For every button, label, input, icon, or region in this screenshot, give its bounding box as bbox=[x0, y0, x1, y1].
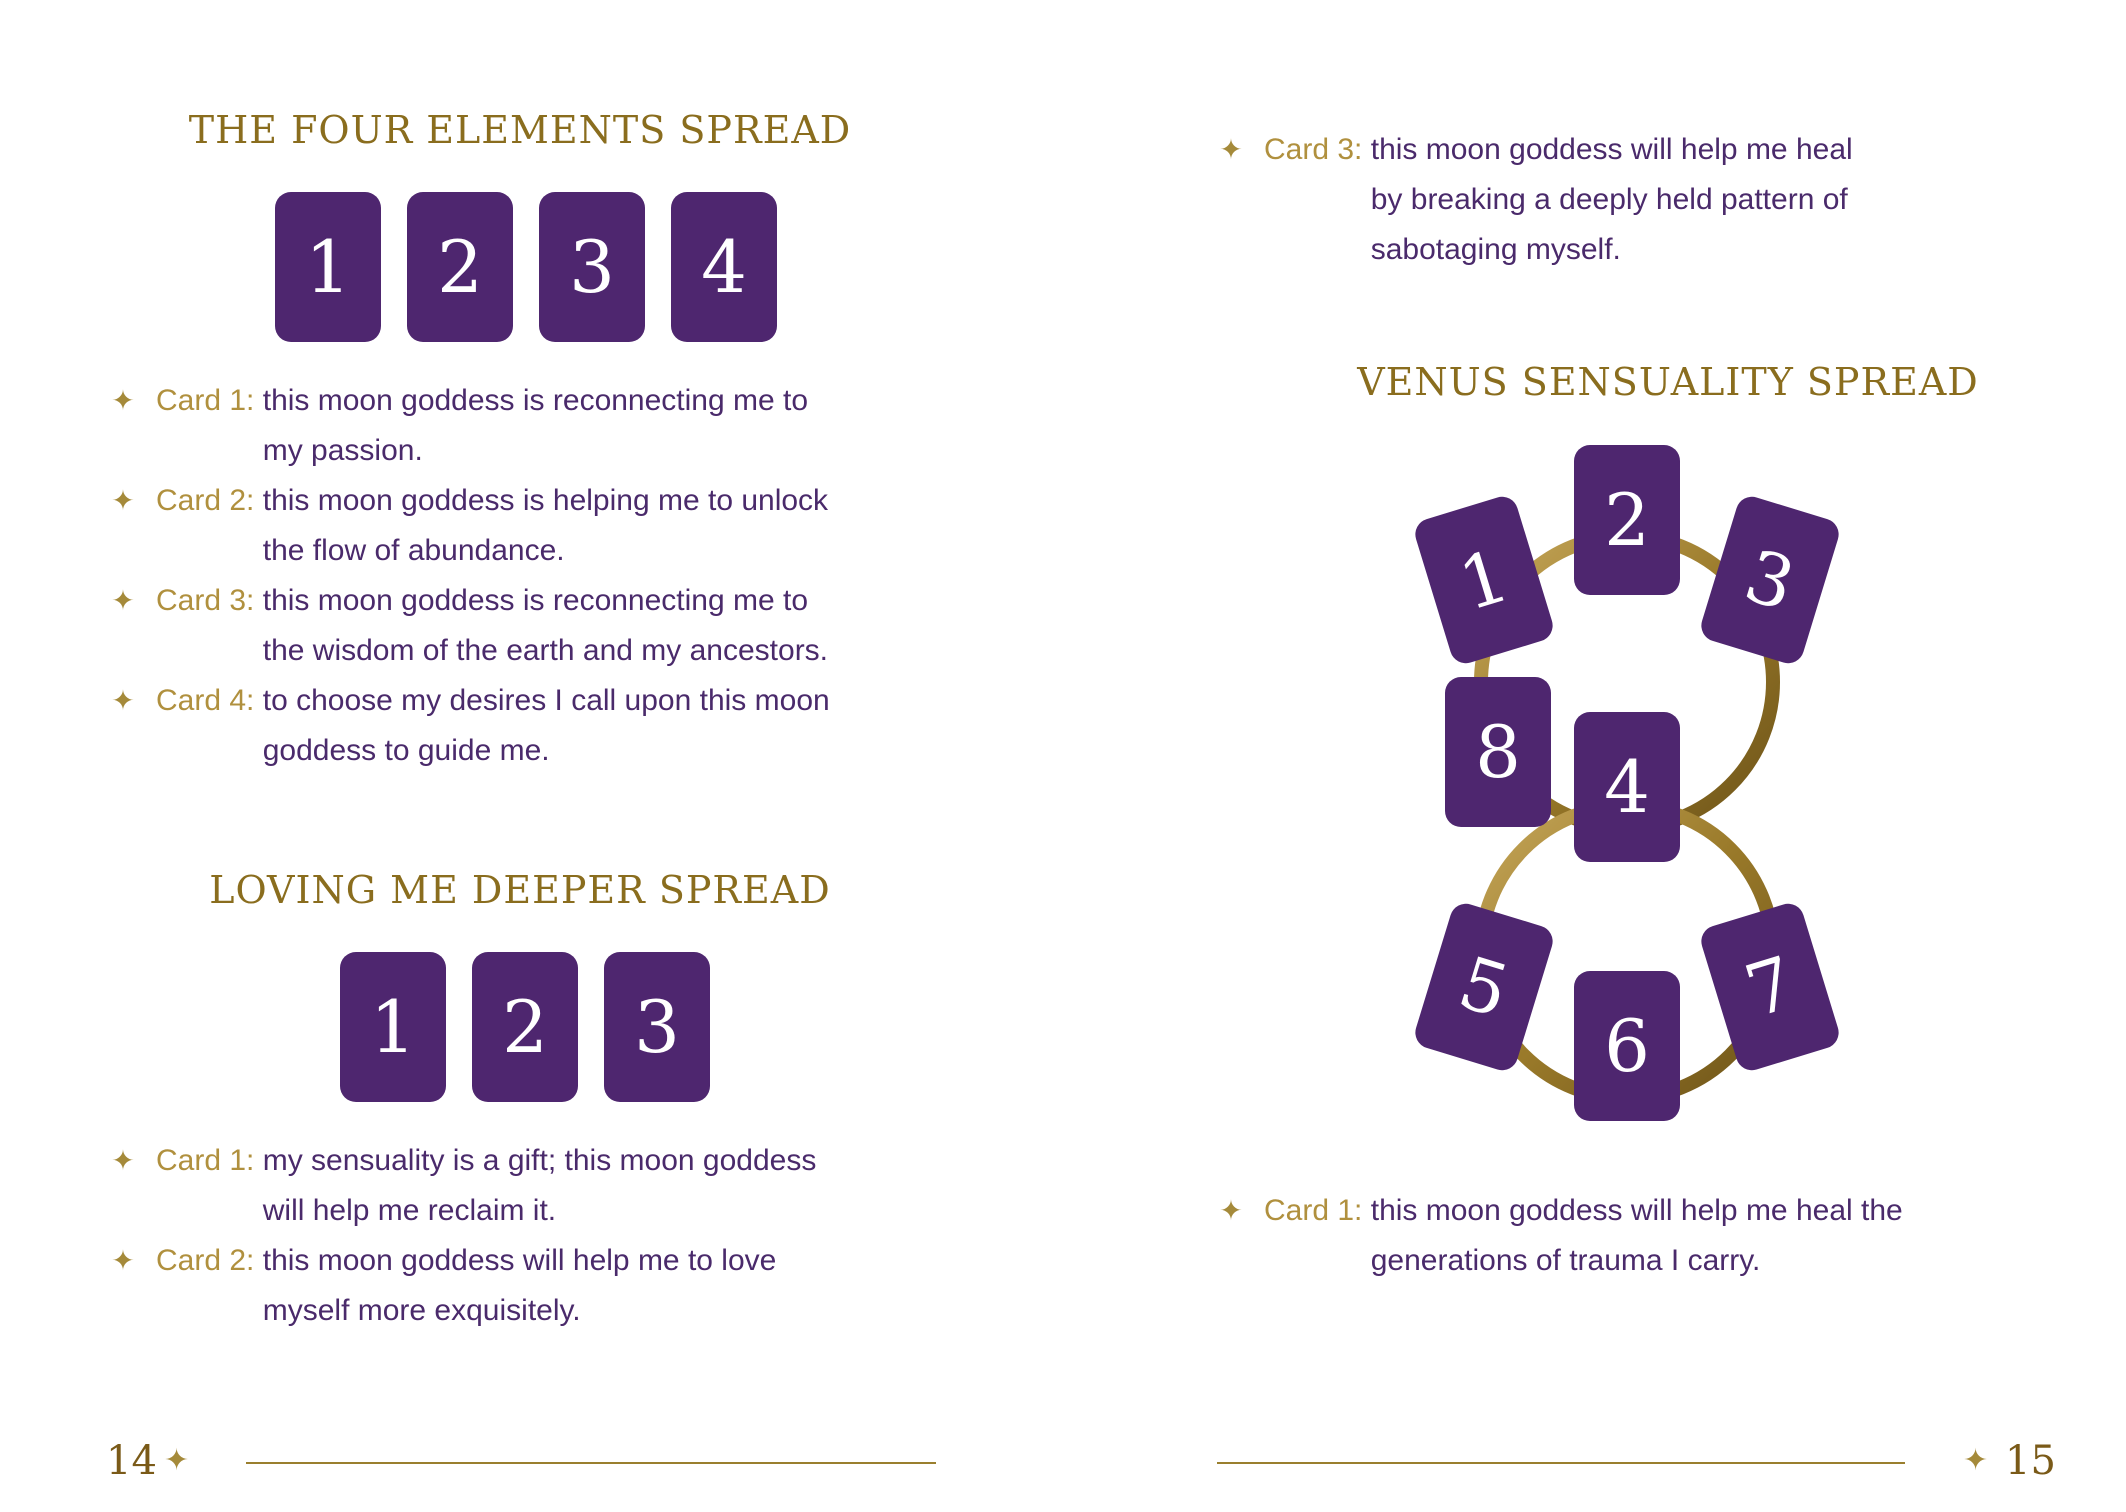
line: my passion. bbox=[262, 434, 423, 467]
footer-star-icon: ✦ bbox=[1963, 1444, 1989, 1477]
list-item bbox=[108, 1236, 968, 1336]
card-label: Card 4: bbox=[156, 684, 255, 717]
line: by breaking a deeply held pattern of bbox=[1370, 183, 1848, 216]
page-number: 14 bbox=[106, 1438, 157, 1484]
line: this moon goddess will help me to love bbox=[262, 1244, 777, 1277]
line: this moon goddess is reconnecting me to bbox=[262, 384, 809, 417]
venus-card-8-number: 8 bbox=[1475, 710, 1521, 794]
card-label: Card 3: bbox=[156, 584, 255, 617]
card-label: Card 1: bbox=[156, 1144, 255, 1177]
venus-card-1-number: 1 bbox=[1449, 533, 1519, 627]
venus-card-7 bbox=[1697, 900, 1842, 1074]
list-item bbox=[108, 476, 968, 576]
card-description bbox=[263, 676, 830, 776]
list-item bbox=[108, 576, 968, 676]
four-elements-title: THE FOUR ELEMENTS SPREAD bbox=[188, 108, 852, 152]
continued-list bbox=[1216, 125, 2076, 275]
venus-card-2-number: 2 bbox=[1604, 478, 1650, 562]
venus-card-6 bbox=[1574, 971, 1680, 1121]
card-label: Card 2: bbox=[156, 1244, 255, 1277]
line: sabotaging myself. bbox=[1370, 233, 1621, 266]
line: the flow of abundance. bbox=[262, 534, 565, 567]
list-item bbox=[108, 376, 968, 476]
four-elements-card-4: 4 bbox=[671, 192, 777, 342]
four-elements-card-1: 1 bbox=[275, 192, 381, 342]
line: this moon goddess is helping me to unlock bbox=[262, 484, 829, 517]
star-bullet-icon: ✦ bbox=[111, 485, 135, 516]
card-description bbox=[263, 1136, 817, 1236]
venus-card-7-number: 7 bbox=[1735, 940, 1805, 1034]
venus-card-2 bbox=[1574, 445, 1680, 595]
card-description bbox=[1371, 125, 1853, 275]
venus-spread-diagram bbox=[1406, 430, 1866, 1130]
line: will help me reclaim it. bbox=[262, 1194, 557, 1227]
venus-card-3-number: 3 bbox=[1735, 533, 1805, 627]
line: goddess to guide me. bbox=[262, 734, 550, 767]
venus-card-3 bbox=[1697, 493, 1842, 667]
card-description bbox=[263, 476, 828, 576]
star-bullet-icon: ✦ bbox=[111, 1245, 135, 1276]
four-elements-card-2: 2 bbox=[407, 192, 513, 342]
card-description bbox=[1371, 1186, 1903, 1286]
venus-card-4 bbox=[1574, 712, 1680, 862]
card-description bbox=[263, 1236, 777, 1336]
footer-divider bbox=[1217, 1462, 1905, 1464]
venus-card-4-number: 4 bbox=[1604, 745, 1650, 829]
loving-card-1: 1 bbox=[340, 952, 446, 1102]
footer-star-icon: ✦ bbox=[164, 1444, 190, 1477]
footer-divider bbox=[246, 1462, 936, 1464]
star-bullet-icon: ✦ bbox=[111, 385, 135, 416]
venus-list bbox=[1216, 1186, 2076, 1286]
list-item bbox=[1216, 125, 2076, 275]
four-elements-cards bbox=[275, 192, 777, 342]
venus-title: VENUS SENSUALITY SPREAD bbox=[1357, 360, 1979, 404]
venus-card-5 bbox=[1411, 900, 1556, 1074]
right-page bbox=[1063, 0, 2126, 1512]
card-label: Card 3: bbox=[1264, 133, 1363, 166]
star-bullet-icon: ✦ bbox=[1219, 1195, 1243, 1226]
loving-card-3: 3 bbox=[604, 952, 710, 1102]
star-bullet-icon: ✦ bbox=[111, 585, 135, 616]
list-item bbox=[1216, 1186, 2076, 1286]
line: this moon goddess will help me heal bbox=[1370, 133, 1853, 166]
star-bullet-icon: ✦ bbox=[111, 685, 135, 716]
line: this moon goddess will help me heal the bbox=[1370, 1194, 1903, 1227]
loving-card-2: 2 bbox=[472, 952, 578, 1102]
line: my sensuality is a gift; this moon goddess bbox=[262, 1144, 817, 1177]
line: generations of trauma I carry. bbox=[1370, 1244, 1761, 1277]
venus-card-1 bbox=[1411, 493, 1556, 667]
venus-card-5-number: 5 bbox=[1449, 940, 1519, 1034]
four-elements-card-3: 3 bbox=[539, 192, 645, 342]
loving-me-deeper-title: LOVING ME DEEPER SPREAD bbox=[209, 868, 831, 912]
star-bullet-icon: ✦ bbox=[111, 1145, 135, 1176]
four-elements-list bbox=[108, 376, 968, 776]
line: to choose my desires I call upon this moon bbox=[262, 684, 830, 717]
loving-me-deeper-list bbox=[108, 1136, 968, 1336]
loving-me-deeper-cards bbox=[340, 952, 710, 1102]
list-item bbox=[108, 676, 968, 776]
line: this moon goddess is reconnecting me to bbox=[262, 584, 809, 617]
line: myself more exquisitely. bbox=[262, 1294, 581, 1327]
card-label: Card 1: bbox=[156, 384, 255, 417]
line: the wisdom of the earth and my ancestors. bbox=[262, 634, 829, 667]
venus-card-6-number: 6 bbox=[1604, 1004, 1650, 1088]
card-description bbox=[263, 576, 828, 676]
page-number: 15 bbox=[2005, 1438, 2056, 1484]
card-label: Card 1: bbox=[1264, 1194, 1363, 1227]
list-item bbox=[108, 1136, 968, 1236]
card-description bbox=[263, 376, 808, 476]
venus-card-8 bbox=[1445, 677, 1551, 827]
card-label: Card 2: bbox=[156, 484, 255, 517]
star-bullet-icon: ✦ bbox=[1219, 134, 1243, 165]
